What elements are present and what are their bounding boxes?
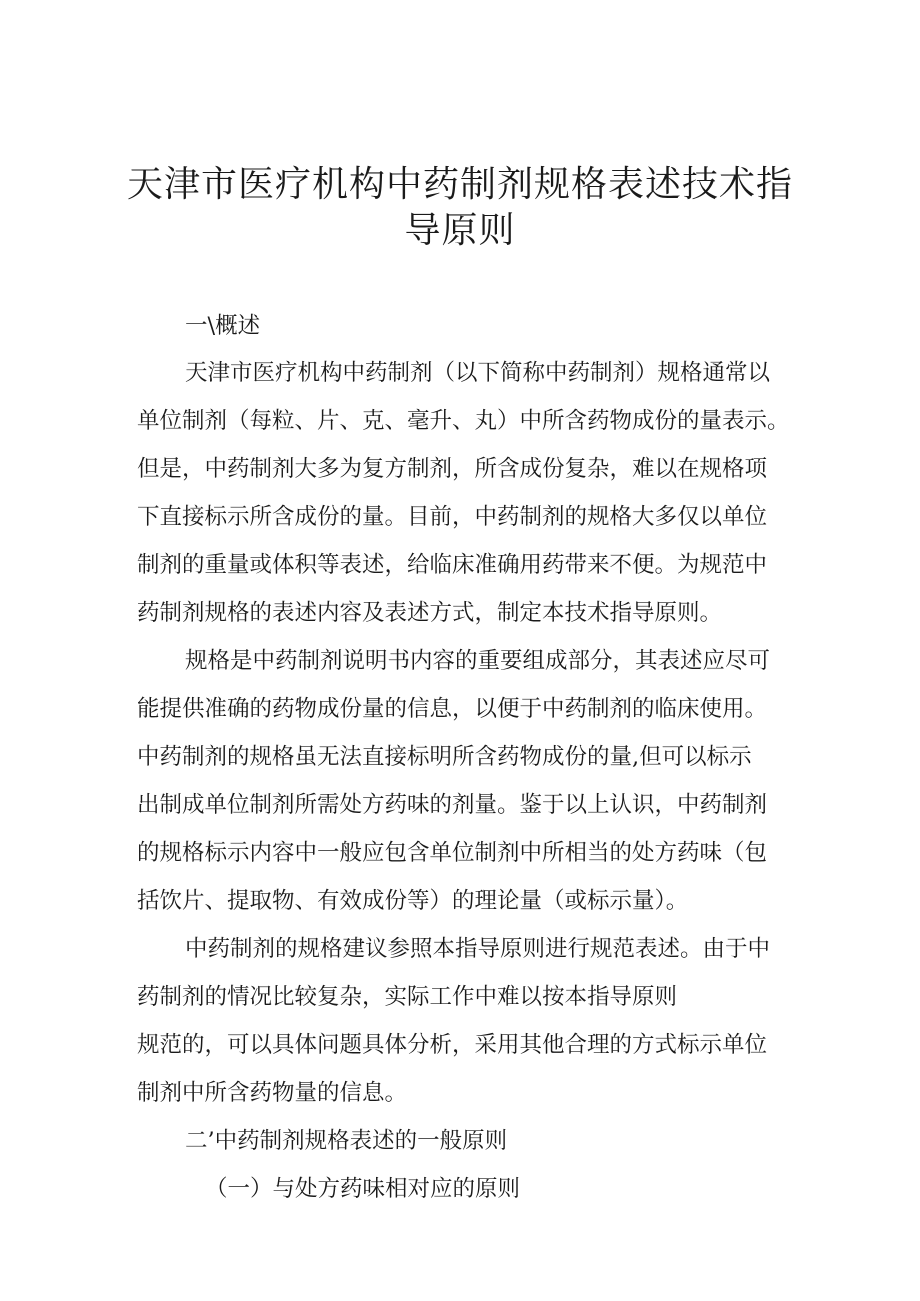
paragraph-line: 但是，中药制剂大多为复方制剂，所含成份复杂，难以在规格项 <box>137 456 768 482</box>
paragraph-line: 括饮片、提取物、有效成份等）的理论量（或标示量）。 <box>137 888 689 914</box>
document-title-line-2: 导原则 <box>404 210 516 251</box>
subsection-heading: （一）与处方药味相对应的原则 <box>205 1176 521 1202</box>
paragraph-line: 中药制剂的规格建议参照本指导原则进行规范表述。由于中 <box>185 936 771 962</box>
paragraph-line: 规范的，可以具体问题具体分析，采用其他合理的方式标示单位 <box>137 1032 768 1058</box>
paragraph-line: 能提供准确的药物成份量的信息，以便于中药制剂的临床使用。 <box>137 696 768 722</box>
section-heading-general-principles: 二’中药制剂规格表述的一般原则 <box>185 1128 508 1154</box>
paragraph-line: 制剂中所含药物量的信息。 <box>137 1080 408 1106</box>
paragraph-line: 的规格标示内容中一般应包含单位制剂中所相当的处方药味（包 <box>137 840 768 866</box>
paragraph-line: 出制成单位制剂所需处方药味的剂量。鉴于以上认识，中药制剂 <box>137 792 768 818</box>
paragraph-line: 制剂的重量或体积等表述，给临床准确用药带来不便。为规范中 <box>137 552 768 578</box>
paragraph-line: 药制剂规格的表述内容及表述方式，制定本技术指导原则。 <box>137 600 723 626</box>
paragraph-line: 下直接标示所含成份的量。目前，中药制剂的规格大多仅以单位 <box>137 504 768 530</box>
paragraph-line: 天津市医疗机构中药制剂（以下简称中药制剂）规格通常以 <box>185 360 771 386</box>
paragraph-line: 规格是中药制剂说明书内容的重要组成部分，其表述应尽可 <box>185 648 771 674</box>
section-heading-overview: 一\概述 <box>185 313 261 339</box>
paragraph-line: 单位制剂（每粒、片、克、毫升、丸）中所含药物成份的量表示。 <box>137 408 790 434</box>
paragraph-line: 中药制剂的规格虽无法直接标明所含药物成份的量,但可以标示 <box>137 744 752 770</box>
paragraph-line: 药制剂的情况比较复杂，实际工作中难以按本指导原则 <box>137 984 678 1010</box>
document-title-line-1: 天津市医疗机构中药制剂规格表述技术指 <box>126 164 793 205</box>
